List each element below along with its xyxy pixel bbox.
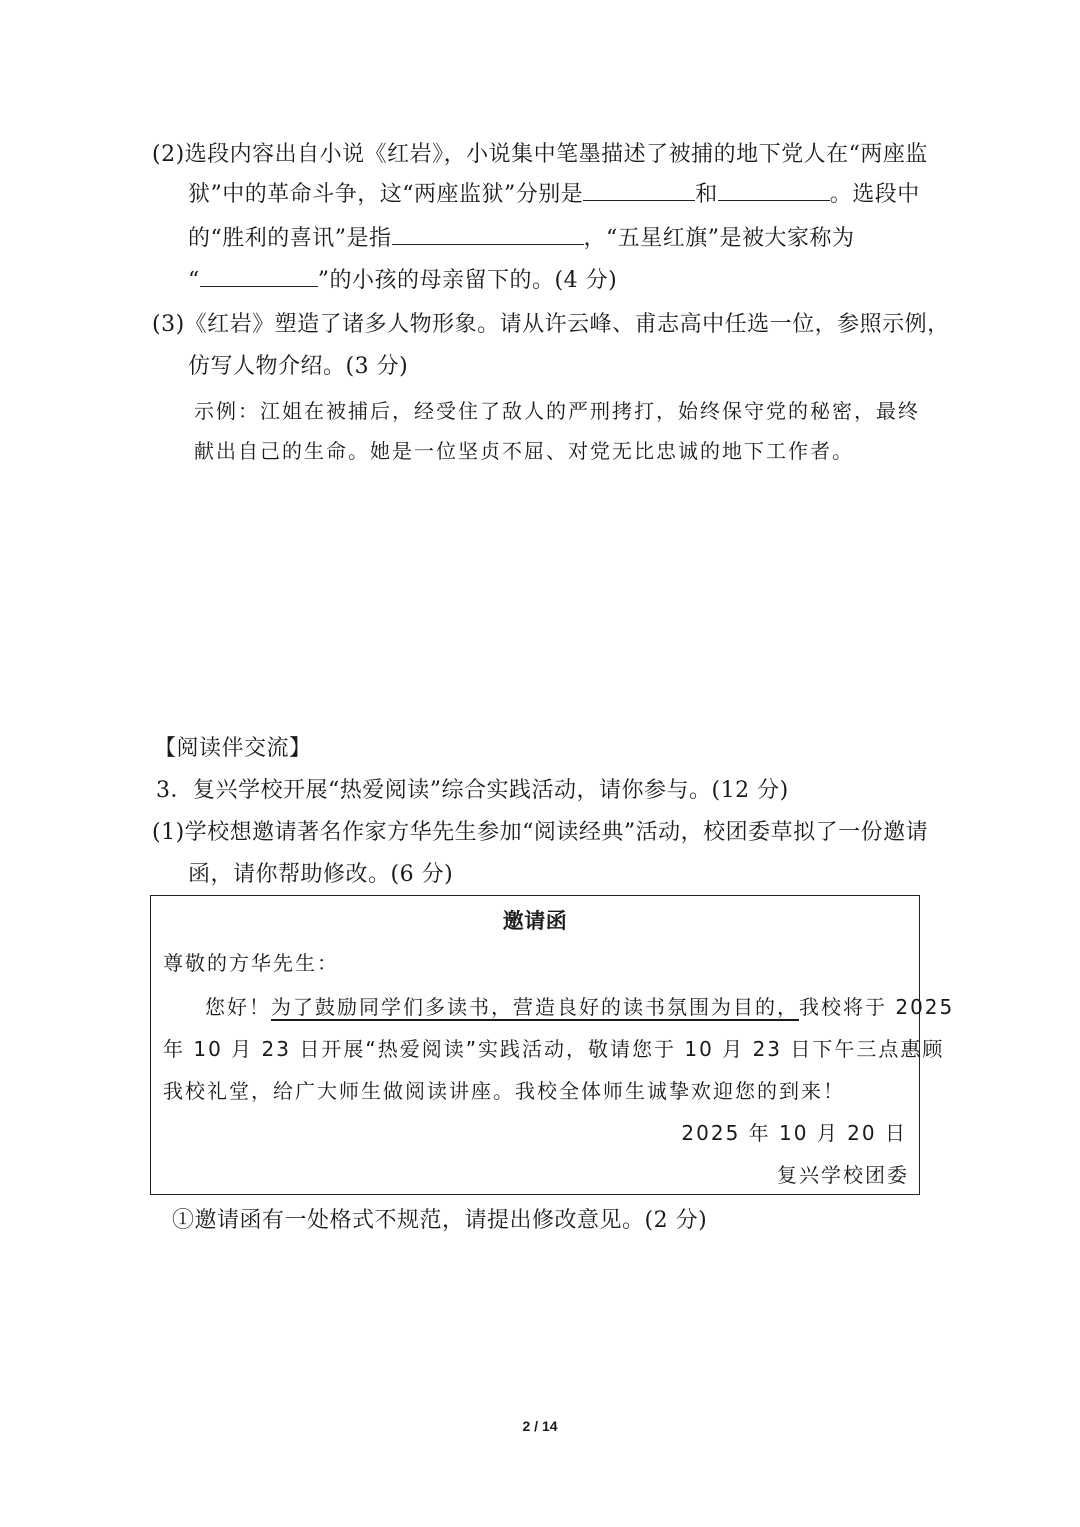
letter-body-line-3: 我校礼堂，给广大师生做阅读讲座。我校全体师生诚挚欢迎您的到来！ (163, 1079, 845, 1103)
answer-blank-child-name[interactable] (200, 266, 318, 287)
letter-body-line-1-tail: 我校将于 2025 (799, 995, 955, 1019)
q3-sub1-line-1: (1)学校想邀请著名作家方华先生参加“阅读经典”活动，校团委草拟了一份邀请 (152, 820, 929, 845)
q2-line-2-text-a: 狱”中的革命斗争，这“两座监狱”分别是 (188, 182, 584, 207)
letter-body-line-1 (205, 992, 954, 1022)
invitation-letter-box (150, 895, 955, 1195)
q2-line-4-text-a: “ (188, 268, 200, 293)
letter-date: 2025 年 10 月 20 日 (681, 1121, 907, 1145)
q2-line-3-text-a: 的“胜利的喜讯”是指 (188, 226, 392, 251)
page-number: 2 / 14 (522, 1418, 558, 1434)
q2-line-3-text-b: ，“五星红旗”是被大家称为 (583, 226, 855, 251)
q2-line-2-text-c: 。选段中 (829, 182, 920, 207)
item-1: ①邀请函有一处格式不规范，请提出修改意见。(2 分) (172, 1208, 708, 1233)
question-3: 3．复兴学校开展“热爱阅读”综合实践活动，请你参与。(12 分) (156, 778, 789, 803)
q3-sub1-line-2: 函，请你帮助修改。(6 分) (188, 862, 454, 887)
example-line-1: 示例：江姐在被捕后，经受住了敌人的严刑拷打，始终保守党的秘密，最终 (194, 399, 920, 423)
letter-underlined-sentence: 为了鼓励同学们多读书，营造良好的读书氛围为目的， (271, 995, 799, 1019)
section-heading: 【阅读伴交流】 (154, 736, 312, 761)
letter-title: 邀请函 (502, 909, 568, 933)
q3-line-1: (3)《红岩》塑造了诸多人物形象。请从许云峰、甫志高中任选一位，参照示例， (152, 312, 950, 337)
answer-blank-prison-1[interactable] (583, 180, 695, 201)
q3-line-2: 仿写人物介绍。(3 分) (188, 354, 409, 379)
answer-blank-good-news[interactable] (392, 224, 584, 245)
q2-line-4 (188, 266, 617, 296)
q2-line-3 (188, 224, 855, 254)
letter-salutation: 尊敬的方华先生： (163, 951, 339, 975)
letter-signature: 复兴学校团委 (777, 1163, 909, 1187)
example-line-2: 献出自己的生命。她是一位坚贞不屈、对党无比忠诚的地下工作者。 (194, 439, 854, 463)
answer-blank-prison-2[interactable] (718, 180, 830, 201)
letter-greeting: 您好！ (205, 995, 271, 1019)
q2-line-4-text-b: ”的小孩的母亲留下的。(4 分) (317, 268, 618, 293)
letter-body-line-2: 年 10 月 23 日开展“热爱阅读”实践活动，敬请您于 10 月 23 日下午三点惠顾 (163, 1037, 945, 1061)
q2-line-2 (188, 180, 920, 210)
q2-line-2-text-b: 和 (695, 182, 718, 207)
q2-line-1: (2)选段内容出自小说《红岩》，小说集中笔墨描述了被捕的地下党人在“两座监 (152, 142, 928, 167)
